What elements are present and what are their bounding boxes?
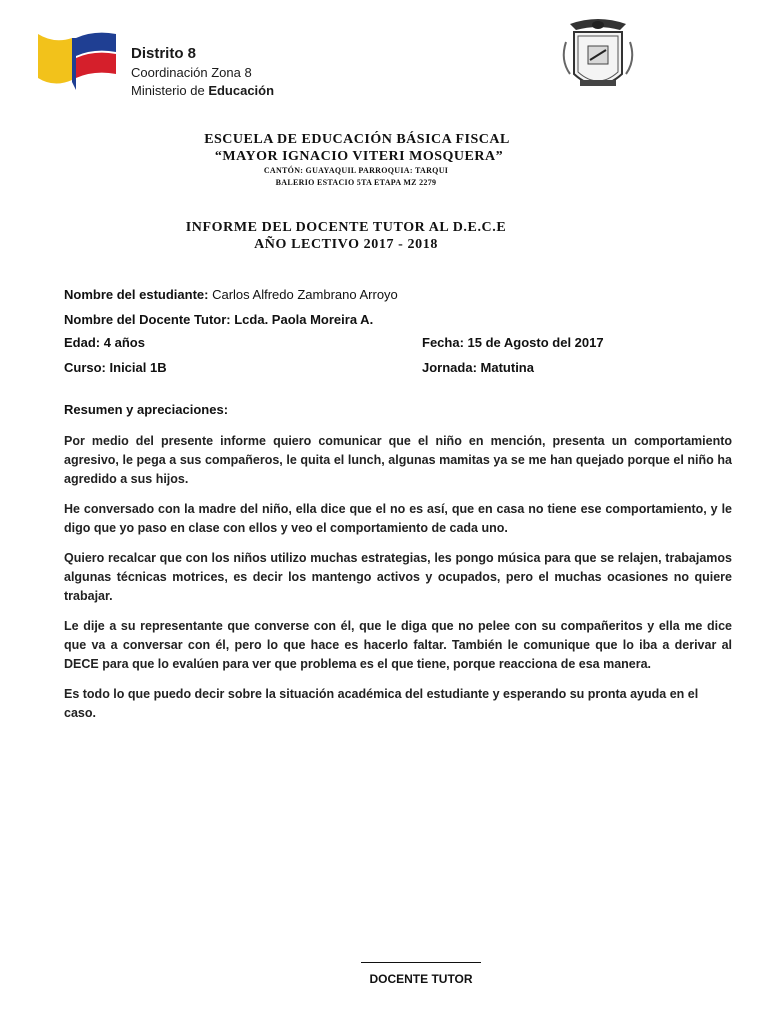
ministry-text [131, 44, 274, 100]
course-label: Curso: [64, 360, 106, 375]
report-title: INFORME DEL DOCENTE TUTOR AL D.E.C.E [185, 220, 507, 235]
summary-paragraph: Por medio del presente informe quiero comunicar que el niño en mención, presenta un comportamiento agresivo, le pega a sus compañeros, le quita el lunch, algunas mamitas ya se me han quejado porque el niño ha agredido a sus hijos. [64, 434, 732, 486]
summary-paragraph: Quiero recalcar que con los niños utilizo muchas estrategias, les pongo música para que se relajen, trabajamos algunas técnicas motrices, es decir los mantengo activos y ocupados, pero el muchas ocasiones no quiere trabajar. [64, 551, 732, 603]
report-title-block [0, 219, 768, 253]
signature-label: DOCENTE TUTOR [369, 972, 473, 986]
tutor-value: Lcda. Paola Moreira A. [234, 312, 374, 327]
shift-label: Jornada: [422, 360, 477, 375]
ministry-prefix: Ministerio de [131, 83, 209, 98]
school-address: BALERIO ESTACIO 5TA ETAPA MZ 2279 [275, 178, 437, 187]
student-label: Nombre del estudiante: [64, 287, 209, 302]
school-location: CANTÓN: GUAYAQUIL PARROQUIA: TARQUI [263, 166, 449, 175]
coordination-label: Coordinación Zona 8 [131, 65, 252, 80]
age-label: Edad: [64, 335, 101, 350]
tutor-label: Nombre del Docente Tutor: [64, 312, 231, 327]
summary-paragraph: He conversado con la madre del niño, ella dice que el no es así, que en casa no tiene ese comportamiento, y le digo que yo paso en clase con ellos y veo el comportamiento de cada uno. [64, 502, 732, 535]
ministry-logo-icon [36, 30, 118, 94]
student-value: Carlos Alfredo Zambrano Arroyo [212, 287, 398, 302]
date-value: 15 de Agosto del 2017 [467, 335, 604, 350]
date-label: Fecha: [422, 335, 464, 350]
school-crest-icon [556, 16, 640, 98]
school-name: ESCUELA DE EDUCACIÓN BÁSICA FISCAL [204, 132, 510, 147]
shift-value: Matutina [480, 360, 534, 375]
student-field [64, 287, 398, 303]
signature-line [361, 952, 481, 963]
age-field [64, 335, 145, 351]
course-value: Inicial 1B [109, 360, 167, 375]
ministry-bold: Educación [208, 83, 275, 98]
age-value: 4 años [103, 335, 145, 350]
summary-body [64, 432, 732, 734]
course-field [64, 360, 167, 376]
shift-field [422, 360, 534, 376]
school-subname: “MAYOR IGNACIO VITERI MOSQUERA” [214, 149, 504, 164]
summary-label: Resumen y apreciaciones: [64, 402, 229, 417]
district-label: Distrito 8 [131, 45, 197, 62]
signature-block [0, 950, 768, 986]
ministry-label [131, 82, 274, 100]
report-year: AÑO LECTIVO 2017 - 2018 [254, 237, 438, 252]
date-field [422, 335, 604, 351]
summary-paragraph: Le dije a su representante que converse con él, que le diga que no pelee con su compañeritos y ella me dice que va a conversar con él, pero lo que hace es hacerlo faltar. También le comunique que lo iba a derivar al DECE para que lo evalúen para ver que problema es el que tiene, porque reacciona de esa manera. [64, 619, 732, 671]
tutor-field [64, 312, 373, 328]
summary-paragraph: Es todo lo que puedo decir sobre la situación académica del estudiante y esperando su pronta ayuda en el caso. [64, 687, 699, 720]
school-header [0, 131, 768, 189]
